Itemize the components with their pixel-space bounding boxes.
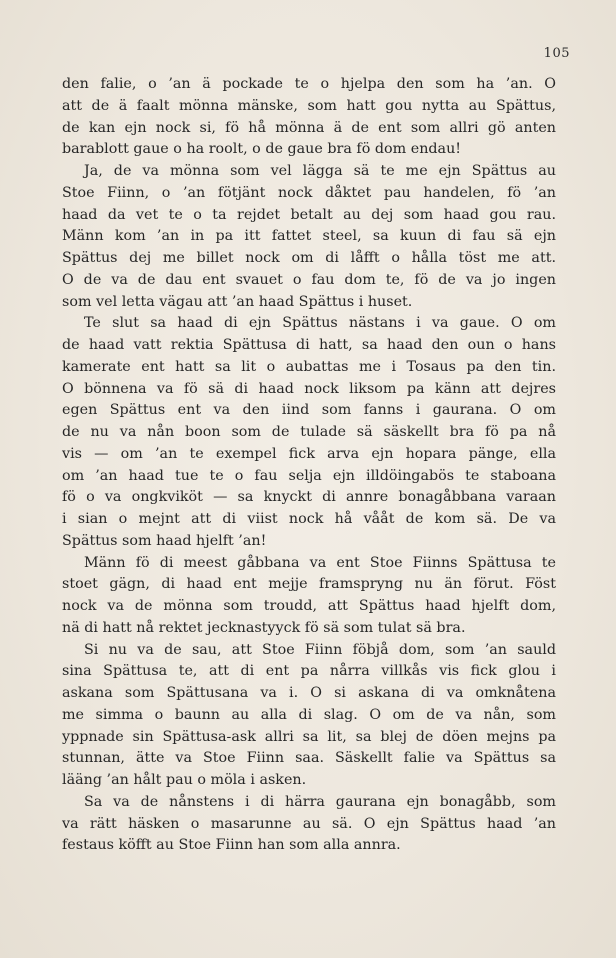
- paragraph-1: [62, 74, 556, 161]
- text-line: om ’an haad tue te o fau selja ejn illdöingabös te staboana: [62, 467, 556, 484]
- text-line: Ja, de va mönna som vel lägga sä te me ejn Spättus au: [84, 163, 556, 179]
- text-line: va rätt häsken o masarunne au sä. O ejn Spättus haad ’an: [62, 815, 556, 832]
- text-line: yppnade sin Spättusa-ask allri sa lit, sa blej de döen mejns pa: [62, 728, 556, 745]
- text-line: nä di hatt nå rektet jecknastyyck fö sä som tulat sä bra.: [62, 619, 466, 636]
- paragraph-3: [62, 313, 556, 552]
- text-line: de kan ejn nock si, fö hå mönna ä de ent som allri gö anten: [62, 119, 556, 136]
- text-line: stunnan, ätte va Stoe Fiinn saa. Säskellt falie va Spättus sa: [62, 750, 556, 767]
- text-line: egen Spättus ent va den iind som fanns i gaurana. O om: [62, 402, 556, 419]
- text-line: lääng ’an hålt pau o möla i asken.: [62, 772, 307, 788]
- paragraph-2: [62, 161, 556, 313]
- text-line: Männ kom ’an in pa itt fattet steel, sa kuun di fau sä ejn: [62, 228, 556, 245]
- text-line: Si nu va de sau, att Stoe Fiinn föbjå dom, som ’an sauld: [84, 641, 556, 658]
- page-number: 105: [543, 46, 570, 61]
- text-line: i sian o mejnt att di viist nock hå vååt de kom sä. De va: [62, 511, 556, 527]
- paragraph-6: [62, 792, 556, 857]
- text-line: me simma o baunn au alla di slag. O om de va nån, som: [62, 706, 556, 723]
- text-line: att de ä faalt mönna mänske, som hatt gou nytta au Spättus,: [62, 97, 556, 114]
- text-line: de nu va nån boon som de tulade sä säskellt bra fö pa nå: [62, 424, 556, 440]
- text-line: askana som Spättusana va i. O si askana di va omknåtena: [62, 685, 556, 701]
- text-line: fö o va ongkviköt — sa knyckt di annre bonagåbbana varaan: [62, 489, 556, 506]
- text-line: kamerate ent hatt sa lit o aubattas me i Tosaus pa den tin.: [62, 358, 556, 375]
- text-line: O bönnena va fö sä di haad nock liksom pa känn att dejres: [62, 380, 556, 397]
- text-line: den falie, o ’an ä pockade te o hjelpa den som ha ’an. O: [62, 76, 556, 92]
- text-line: Spättus dej me billet nock om di låfft o hålla töst me att.: [62, 250, 556, 266]
- text-line: Männ fö di meest gåbbana va ent Stoe Fiinns Spättusa te: [84, 554, 556, 571]
- text-line: som vel letta vägau att ’an haad Spättus i huset.: [62, 293, 413, 310]
- text-line: Spättus som haad hjelft ’an!: [62, 532, 267, 549]
- paragraph-4: [62, 553, 556, 640]
- text-line: sina Spättusa te, att di ent pa nårra villkås vis fick glou i: [62, 663, 556, 680]
- text-line: nock va de mönna som troudd, att Spättus haad hjelft dom,: [62, 598, 556, 614]
- text-line: haad da vet te o ta rejdet betalt au dej som haad gou rau.: [62, 206, 556, 223]
- text-line: Te slut sa haad di ejn Spättus nästans i va gaue. O om: [84, 315, 556, 332]
- text-line: stoet gägn, di haad ent mejje framspryng nu än förut. Föst: [62, 576, 556, 593]
- text-line: vis — om ’an te exempel fick arva ejn hopara pänge, ella: [62, 445, 556, 462]
- text-line: Sa va de nånstens i di härra gaurana ejn bonagåbb, som: [84, 793, 556, 810]
- text-line: de haad vatt rektia Spättusa di hatt, sa haad den oun o hans: [62, 337, 556, 353]
- text-line: Stoe Fiinn, o ’an fötjänt nock dåktet pau handelen, fö ’an: [62, 184, 556, 201]
- paragraph-5: [62, 640, 556, 792]
- text-line: barablott gaue o ha roolt, o de gaue bra fö dom endau!: [62, 141, 462, 158]
- text-line: festaus köfft au Stoe Fiinn han som alla annra.: [62, 837, 401, 854]
- body-text: [62, 74, 556, 857]
- text-line: O de va de dau ent svauet o fau dom te, fö de va jo ingen: [62, 271, 556, 288]
